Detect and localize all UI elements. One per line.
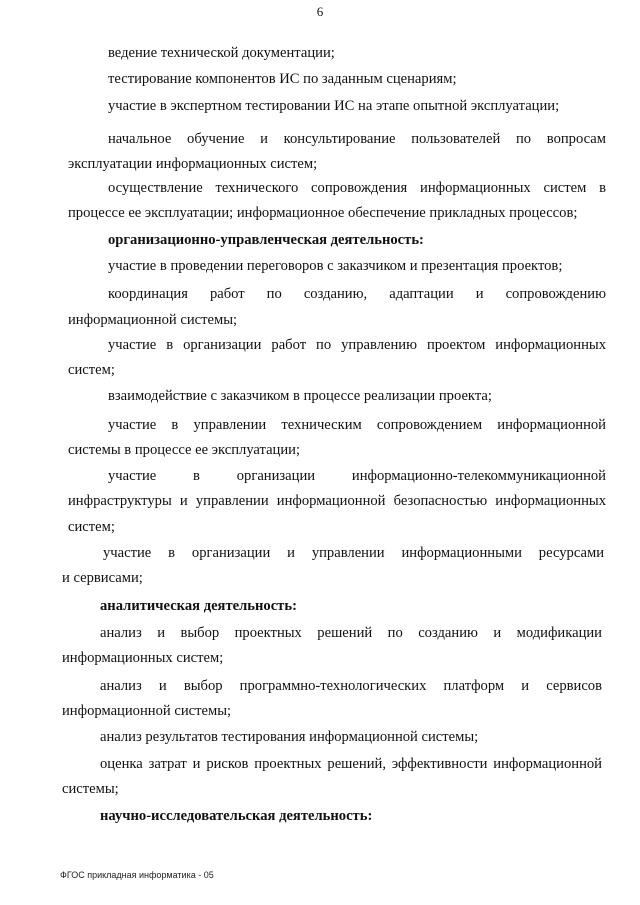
text-line: ведение технической документации;: [108, 45, 335, 61]
section-heading: организационно-управленческая деятельность:: [108, 232, 424, 248]
text-line: инфраструктуры и управлении информационной безопасностью информационных: [68, 493, 606, 509]
text-line: информационной системы;: [62, 703, 232, 719]
text-line: оценка затрат и рисков проектных решений, эффективности информационной: [100, 756, 602, 772]
text-line: систем;: [68, 362, 115, 378]
text-line: тестирование компонентов ИС по заданным сценариям;: [108, 71, 457, 87]
text-line: координация работ по созданию, адаптации и сопровождению: [108, 286, 606, 302]
text-line: и сервисами;: [62, 570, 143, 586]
text-line: участие в управлении техническим сопровождением информационной: [108, 417, 606, 433]
text-line: анализ результатов тестирования информационной системы;: [100, 729, 479, 745]
text-line: участие в проведении переговоров с заказчиком и презентация проектов;: [108, 258, 563, 274]
text-line: участие в экспертном тестировании ИС на этапе опытной эксплуатации;: [108, 98, 560, 114]
text-line: систем;: [68, 519, 115, 535]
text-line: информационных систем;: [62, 650, 224, 666]
text-line: начальное обучение и консультирование пользователей по вопросам: [108, 131, 606, 147]
text-line: информационной системы;: [68, 312, 238, 328]
page-number: 6: [316, 4, 324, 19]
footer-caption: ФГОС прикладная информатика - 05: [60, 870, 214, 880]
text-line: участие в организации информационно-телекоммуникационной: [108, 468, 606, 484]
text-line: эксплуатации информационных систем;: [68, 156, 318, 172]
text-line: анализ и выбор программно-технологических платформ и сервисов: [100, 678, 602, 694]
text-line: системы в процессе ее эксплуатации;: [68, 442, 301, 458]
text-line: участие в организации и управлении информационными ресурсами: [103, 545, 604, 561]
text-line: анализ и выбор проектных решений по созданию и модификации: [100, 625, 602, 641]
text-line: участие в организации работ по управлению проектом информационных: [108, 337, 606, 353]
text-line: осуществление технического сопровождения информационных систем в: [108, 180, 606, 196]
text-line: системы;: [62, 781, 119, 797]
section-heading: научно-исследовательская деятельность:: [100, 808, 373, 824]
text-line: взаимодействие с заказчиком в процессе реализации проекта;: [108, 388, 492, 404]
text-line: процессе ее эксплуатации; информационное обеспечение прикладных процессов;: [68, 205, 578, 221]
section-heading: аналитическая деятельность:: [100, 598, 297, 614]
